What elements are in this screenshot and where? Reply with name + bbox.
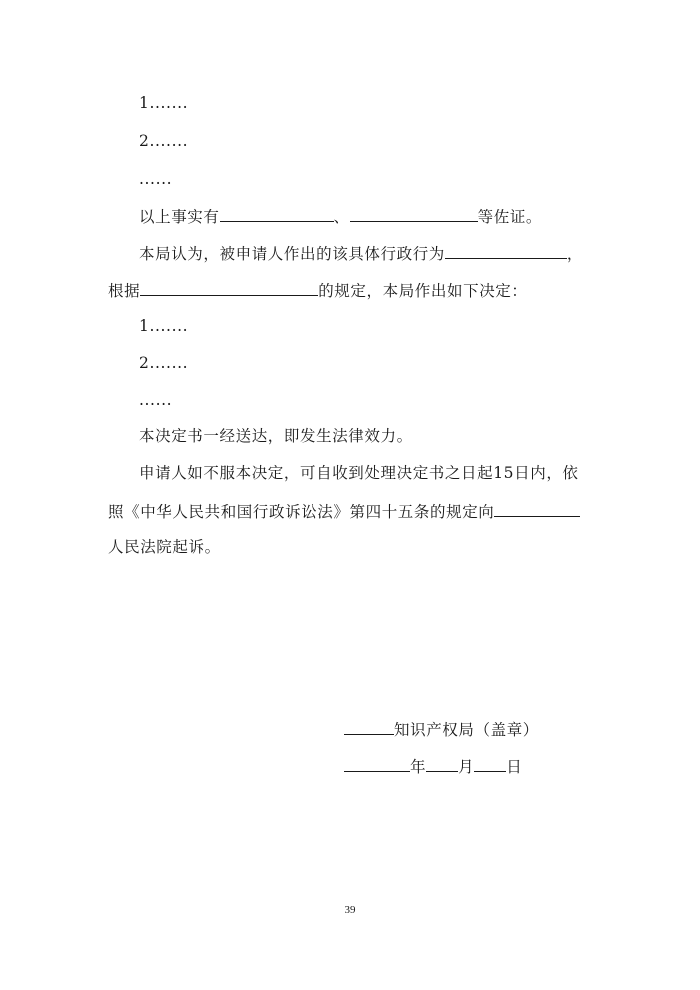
basis-prefix: 根据 bbox=[108, 282, 141, 300]
appeal-line-2 bbox=[108, 500, 580, 522]
evidence-separator: 、 bbox=[333, 208, 350, 226]
list-item-ellipsis: ...... bbox=[139, 170, 173, 188]
office-blank[interactable] bbox=[344, 718, 394, 735]
court-blank[interactable] bbox=[494, 500, 580, 517]
date-day-label: 日 bbox=[506, 758, 523, 776]
signature-date-line bbox=[344, 755, 522, 777]
evidence-prefix: 以上事实有 bbox=[139, 208, 220, 226]
appeal-line-2-text: 照《中华人民共和国行政诉讼法》第四十五条的规定向 bbox=[108, 503, 495, 521]
signature-office: 知识产权局（盖章） bbox=[394, 721, 539, 739]
decision-item-1: 1....... bbox=[139, 317, 189, 335]
day-blank[interactable] bbox=[474, 755, 506, 772]
effect-statement: 本决定书一经送达，即发生法律效力。 bbox=[139, 427, 413, 445]
evidence-suffix: 等佐证。 bbox=[477, 208, 543, 226]
month-blank[interactable] bbox=[426, 755, 458, 772]
appeal-line-3: 人民法院起诉。 bbox=[108, 538, 221, 556]
list-item-1: 1....... bbox=[139, 94, 189, 112]
signature-office-line bbox=[344, 718, 539, 740]
year-blank[interactable] bbox=[344, 755, 410, 772]
basis-line bbox=[108, 279, 528, 301]
list-item-2: 2....... bbox=[139, 132, 189, 150]
basis-suffix: 的规定，本局作出如下决定： bbox=[318, 282, 528, 300]
evidence-blank-1[interactable] bbox=[220, 205, 334, 222]
finding-blank[interactable] bbox=[445, 242, 567, 259]
finding-line bbox=[139, 242, 583, 264]
decision-item-ellipsis: ...... bbox=[139, 391, 173, 409]
finding-text: 本局认为，被申请人作出的该具体行政行为 bbox=[139, 245, 445, 263]
finding-end: ， bbox=[566, 245, 584, 263]
appeal-line-1: 申请人如不服本决定，可自收到处理决定书之日起15日内，依 bbox=[139, 464, 579, 482]
page-number: 39 bbox=[344, 904, 356, 916]
date-month-label: 月 bbox=[458, 758, 475, 776]
evidence-blank-2[interactable] bbox=[350, 205, 478, 222]
basis-blank[interactable] bbox=[140, 279, 318, 296]
decision-item-2: 2....... bbox=[139, 354, 189, 372]
evidence-line bbox=[139, 205, 542, 227]
date-year-label: 年 bbox=[410, 758, 427, 776]
